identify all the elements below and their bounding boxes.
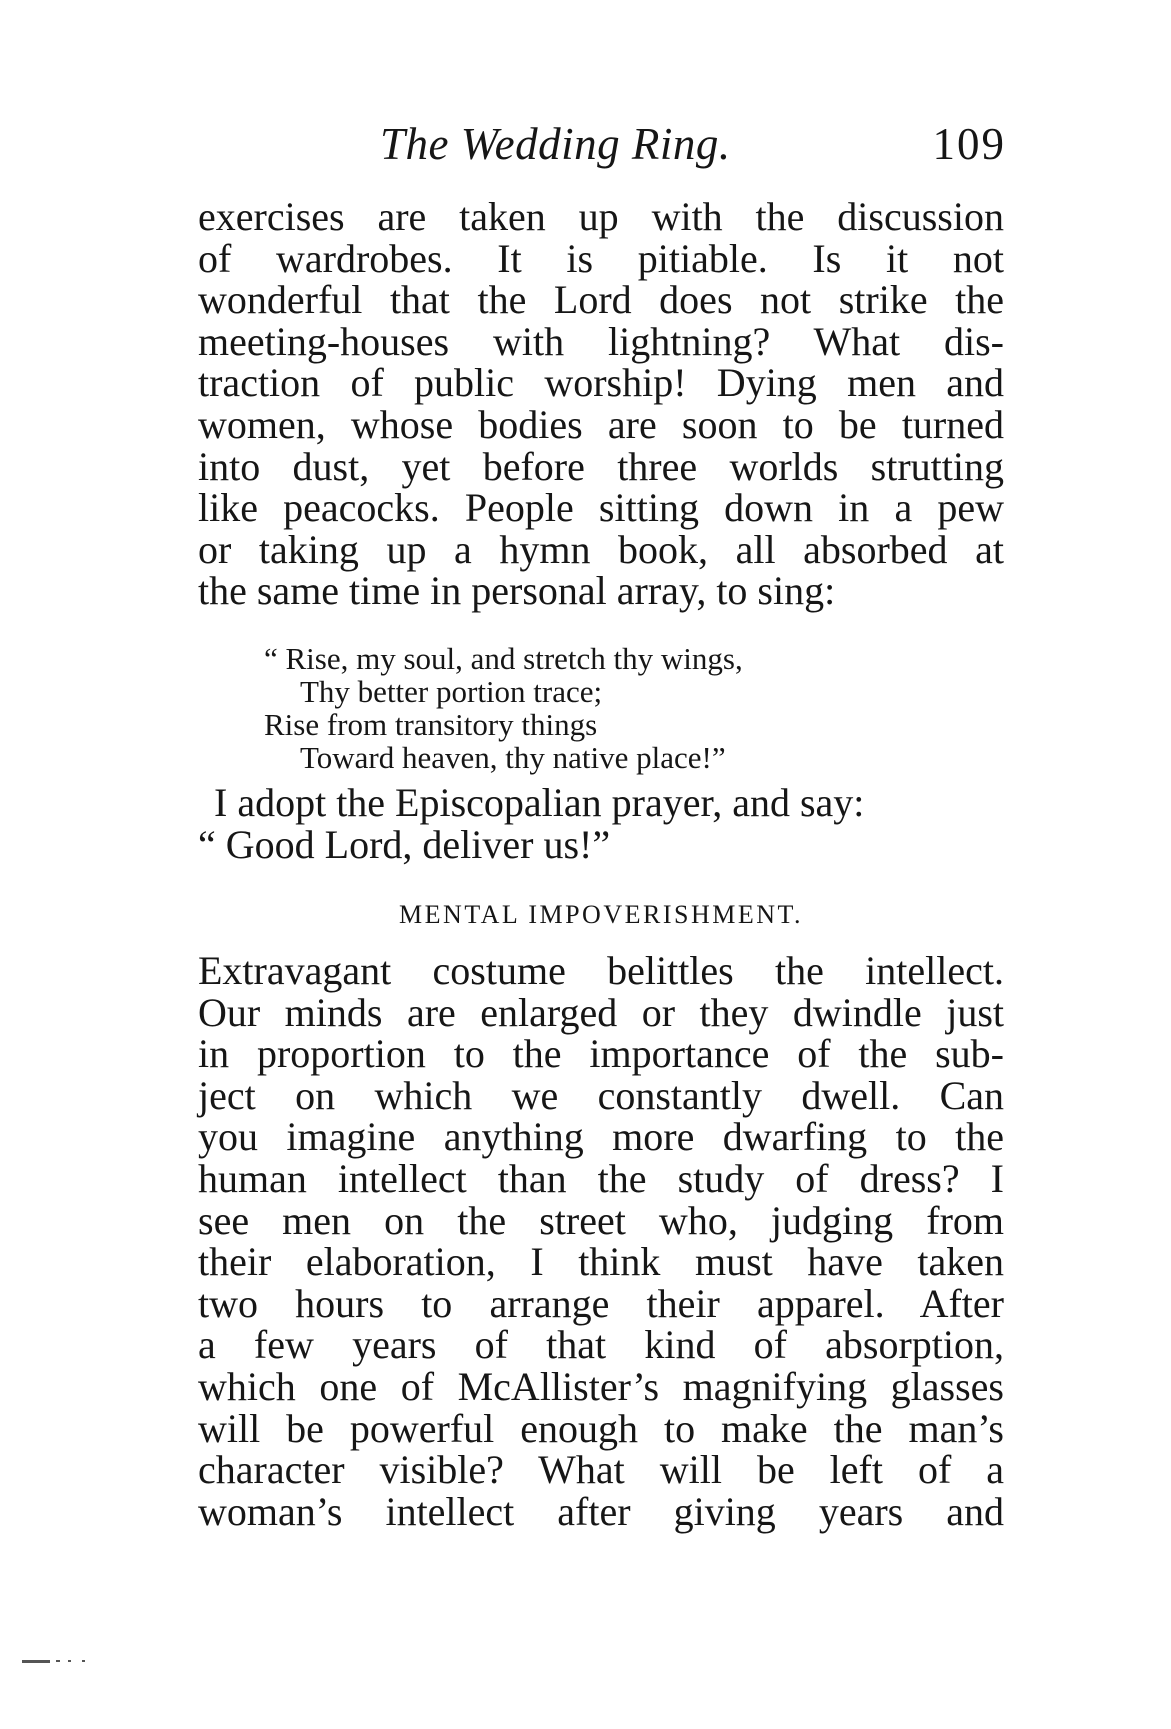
paragraph-intellect <box>198 950 1004 1532</box>
text-line: a few years of that kind of absorption, <box>198 1322 1004 1368</box>
text-line: their elaboration, I think must have taken <box>198 1239 1004 1285</box>
verse-line: Thy better portion trace; <box>300 674 603 709</box>
scan-mark <box>82 1660 85 1662</box>
scan-mark <box>56 1660 60 1662</box>
text-line: in proportion to the importance of the sub- <box>198 1031 1004 1077</box>
text-line: Extravagant costume belittles the intellect. <box>198 948 1004 993</box>
paragraph-wardrobes <box>198 196 1004 612</box>
paragraph-prayer <box>198 782 1004 865</box>
text-line: ject on which we constantly dwell. Can <box>198 1072 1004 1118</box>
text-line: traction of public worship! Dying men and <box>198 360 1004 406</box>
text-line: woman’s intellect after giving years and <box>198 1488 1004 1534</box>
verse-line: Rise from transitory things <box>264 707 598 742</box>
page-header <box>196 118 1016 178</box>
page-number: 109 <box>932 119 1006 169</box>
hymn-verse <box>264 642 743 774</box>
verse-line: “ Rise, my soul, and stretch thy wings, <box>264 641 743 676</box>
text-line: which one of McAllister’s magnifying glasses <box>198 1363 1004 1409</box>
text-line: meeting-houses with lightning? What dis- <box>198 318 1004 364</box>
text-line: women, whose bodies are soon to be turned <box>198 401 1004 447</box>
text-line: exercises are taken up with the discussion <box>198 194 1004 239</box>
text-line: will be powerful enough to make the man’s <box>198 1405 1004 1451</box>
text-line: or taking up a hymn book, all absorbed at <box>198 526 1004 572</box>
scan-mark <box>68 1660 71 1662</box>
text-line: human intellect than the study of dress? I <box>198 1155 1004 1201</box>
verse-line: Toward heaven, thy native place!” <box>300 740 726 775</box>
text-line: the same time in personal array, to sing: <box>198 568 836 614</box>
text-line: “ Good Lord, deliver us!” <box>198 821 611 867</box>
text-line: like peacocks. People sitting down in a pew <box>198 485 1004 531</box>
text-line: wonderful that the Lord does not strike the <box>198 277 1004 323</box>
text-line: you imagine anything more dwarfing to the <box>198 1114 1004 1160</box>
text-line: character visible? What will be left of a <box>198 1447 1004 1493</box>
text-line: into dust, yet before three worlds strutting <box>198 443 1004 489</box>
section-heading: MENTAL IMPOVERISHMENT. <box>399 900 803 929</box>
text-line: I adopt the Episcopalian prayer, and say: <box>214 780 865 825</box>
text-line: of wardrobes. It is pitiable. Is it not <box>198 235 1004 281</box>
text-line: two hours to arrange their apparel. After <box>198 1280 1004 1326</box>
text-line: see men on the street who, judging from <box>198 1197 1004 1243</box>
scan-mark <box>22 1660 50 1663</box>
running-title: The Wedding Ring. <box>380 119 731 169</box>
text-line: Our minds are enlarged or they dwindle just <box>198 989 1004 1035</box>
